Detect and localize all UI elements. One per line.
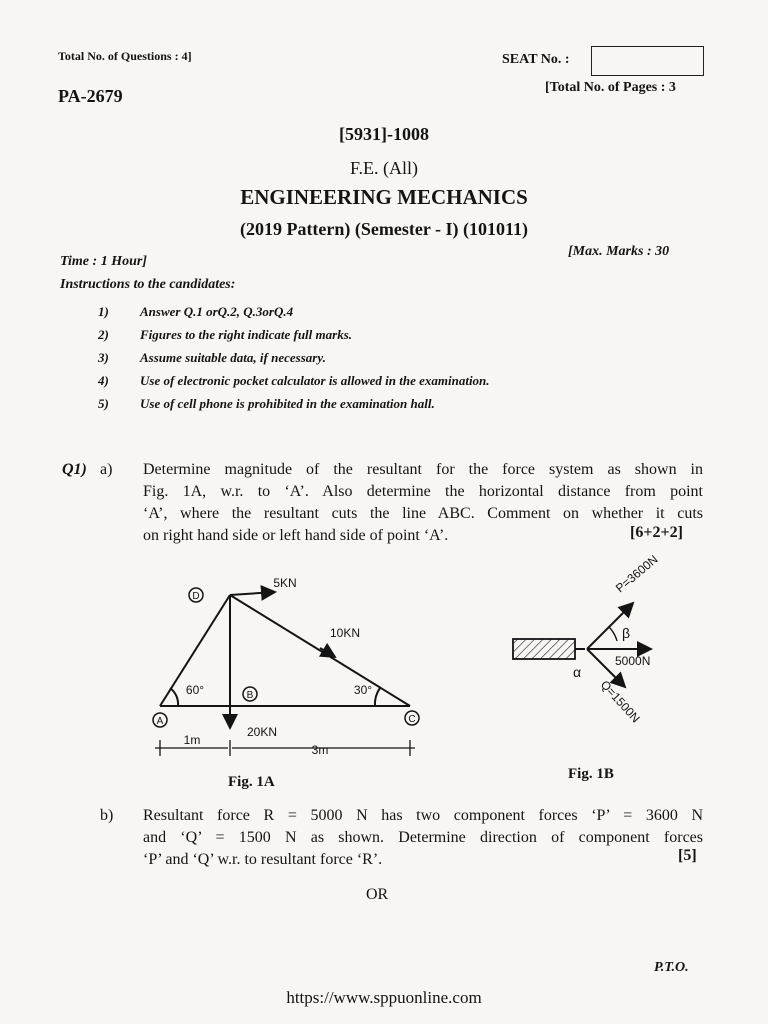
instruction-item: 2) Figures to the right indicate full marks.: [98, 327, 353, 342]
part-b-line: and ‘Q’ = 1500 N as shown. Determine direction of component forces: [143, 829, 703, 846]
time-label: Time : 1 Hour]: [60, 254, 147, 269]
figure-1b: [505, 552, 695, 750]
part-a-line: on right hand side or left hand side of point ‘A’.: [143, 527, 449, 544]
angle-arc-30: [375, 688, 380, 706]
instruction-item: 4) Use of electronic pocket calculator is allowed in the examination.: [98, 373, 490, 388]
node-d-label: D: [192, 591, 200, 602]
angle-arc-60: [170, 688, 178, 706]
node-b-label: B: [246, 690, 254, 701]
figure-1a: [140, 570, 440, 770]
instruction-item: 3) Assume suitable data, if necessary.: [98, 350, 326, 365]
fig-1b-caption: Fig. 1B: [568, 766, 614, 782]
paper-code: PA-2679: [58, 86, 123, 106]
subject-title: ENGINEERING MECHANICS: [240, 185, 528, 209]
angle-beta-arc: [609, 627, 617, 641]
part-b-marks: [5]: [678, 847, 697, 864]
node-c-label: C: [408, 714, 416, 725]
pattern-line: (2019 Pattern) (Semester - I) (101011): [239, 219, 529, 239]
part-a-marks: [6+2+2]: [630, 524, 683, 541]
total-questions: Total No. of Questions : 4]: [58, 49, 192, 63]
label-angle-30: 30°: [353, 683, 373, 697]
exam-code: [5931]-1008: [339, 124, 429, 144]
seat-number-box: [591, 46, 704, 76]
max-marks: [Max. Marks : 30: [568, 244, 670, 259]
fig-1a-caption: Fig. 1A: [228, 774, 275, 790]
label-10kn: 10KN: [329, 626, 361, 640]
or-separator: OR: [366, 886, 389, 903]
instruction-item: 1) Answer Q.1 orQ.2, Q.3orQ.4: [98, 304, 294, 319]
pto-label: P.T.O.: [654, 960, 689, 975]
question-label: Q1): [62, 461, 87, 478]
part-b-label: b): [100, 807, 114, 824]
instruction-item: 5) Use of cell phone is prohibited in the examination hall.: [98, 396, 435, 411]
label-angle-60: 60°: [185, 683, 205, 697]
fixed-support: [513, 639, 575, 659]
total-pages: [Total No. of Pages : 3: [545, 80, 676, 95]
seat-label: SEAT No. :: [502, 52, 570, 67]
label-beta: β: [622, 625, 631, 641]
node-a-label: A: [156, 716, 164, 727]
part-a-line: Determine magnitude of the resultant for the force system as shown in: [143, 461, 703, 478]
label-20kn: 20KN: [246, 725, 278, 739]
part-b-line: Resultant force R = 5000 N has two component forces ‘P’ = 3600 N: [143, 807, 703, 824]
part-b-line: ‘P’ and ‘Q’ w.r. to resultant force ‘R’.: [143, 851, 383, 868]
member-dc: [230, 595, 410, 706]
label-q: Q=1500N: [597, 677, 643, 726]
force-5kn-arrow: [230, 592, 275, 595]
label-3m: 3m: [311, 743, 329, 757]
label-1m: 1m: [183, 733, 201, 747]
label-5kn: 5KN: [273, 576, 297, 590]
part-a-line: ‘A’, where the resultant cuts the line ABC. Comment on whether it cuts: [143, 505, 703, 522]
part-a-label: a): [100, 461, 113, 478]
part-a-line: Fig. 1A, w.r. to ‘A’. Also determine the horizontal distance from point: [143, 483, 703, 500]
label-r: 5000N: [615, 654, 651, 668]
label-p: P=3600N: [612, 552, 661, 596]
label-alpha: α: [573, 664, 582, 680]
instructions-heading: Instructions to the candidates:: [60, 277, 236, 292]
course-name: F.E. (All): [349, 158, 419, 178]
footer-url[interactable]: https://www.sppuonline.com: [286, 988, 482, 1007]
